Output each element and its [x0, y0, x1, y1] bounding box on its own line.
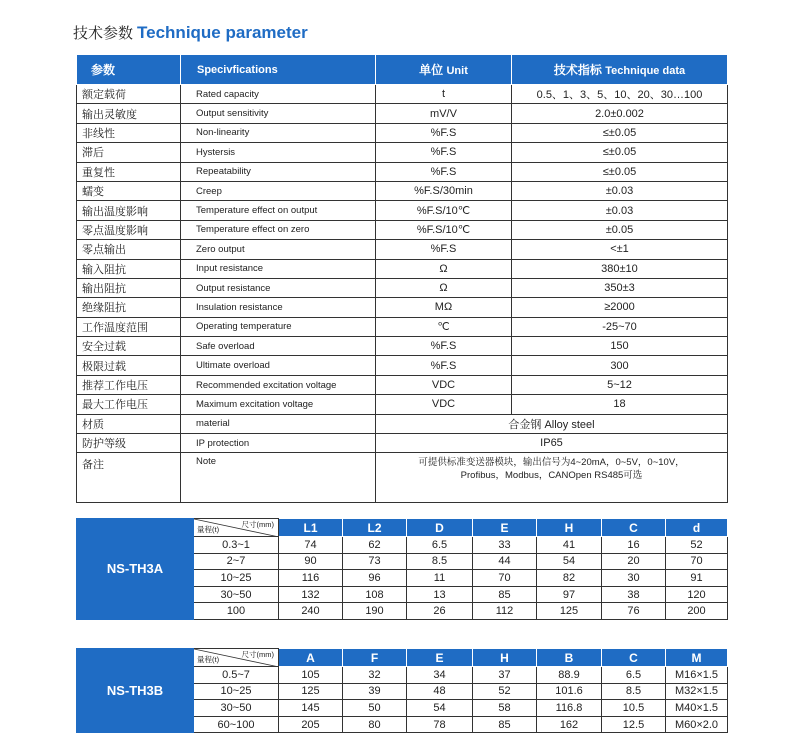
dim-value: 116.8	[537, 700, 602, 717]
cell-cn: 绝缘阻抗	[77, 298, 181, 317]
dim-value: 73	[343, 553, 407, 570]
spec-row	[77, 337, 728, 356]
cell-en: Safe overload	[181, 337, 376, 356]
header-unit-cn: 单位	[419, 63, 444, 77]
cell-cn: 安全过载	[77, 337, 181, 356]
cell-unit: %F.S/10℃	[376, 201, 512, 220]
range-cell: 10~25	[194, 570, 279, 587]
cell-cn: 蠕变	[77, 181, 181, 200]
cell-value: 18	[512, 395, 728, 414]
cell-en: Rated capacity	[181, 85, 376, 104]
cell-en: Creep	[181, 181, 376, 200]
dim-value: 37	[473, 667, 537, 684]
dim-value: 80	[343, 716, 407, 733]
dim-value: M60×2.0	[666, 716, 728, 733]
spec-row	[77, 143, 728, 162]
dim-value: M32×1.5	[666, 683, 728, 700]
column-header: H	[537, 519, 602, 537]
cell-value: ≥2000	[512, 298, 728, 317]
page-title	[73, 22, 308, 44]
dim-value: 38	[602, 586, 666, 603]
range-cell: 100	[194, 603, 279, 620]
cell-unit: %F.S	[376, 123, 512, 142]
dim-header-row	[77, 519, 728, 537]
cell-en: Operating temperature	[181, 317, 376, 336]
cell-value: 150	[512, 337, 728, 356]
header-data-en: Technique data	[605, 65, 686, 77]
dim-value: 62	[343, 537, 407, 554]
dim-value: 39	[343, 683, 407, 700]
column-header: E	[407, 649, 473, 667]
column-header: E	[473, 519, 537, 537]
dim-header-row	[77, 649, 728, 667]
cell-material-value: 合金钢 Alloy steel	[376, 414, 728, 433]
cell-unit: Ω	[376, 278, 512, 297]
model-name: NS-TH3A	[77, 519, 194, 620]
dim-value: 6.5	[602, 667, 666, 684]
size-label: 尺寸(mm)	[241, 520, 274, 529]
cell-cn: 重复性	[77, 162, 181, 181]
dim-value: 76	[602, 603, 666, 620]
dim-value: 125	[537, 603, 602, 620]
cell-unit: %F.S	[376, 337, 512, 356]
range-cell: 30~50	[194, 700, 279, 717]
cell-protection-value: IP65	[376, 434, 728, 453]
spec-row	[77, 85, 728, 104]
header-unit	[376, 55, 512, 85]
cell-en: Temperature effect on zero	[181, 220, 376, 239]
dim-value: 96	[343, 570, 407, 587]
dim-value: 85	[473, 716, 537, 733]
column-header: H	[473, 649, 537, 667]
cell-cn: 防护等级	[77, 434, 181, 453]
corner-cell	[194, 649, 279, 667]
dim-value: M40×1.5	[666, 700, 728, 717]
dim-value: 205	[279, 716, 343, 733]
cell-value: ±0.03	[512, 181, 728, 200]
dim-value: 11	[407, 570, 473, 587]
cell-value: 350±3	[512, 278, 728, 297]
dim-value: 41	[537, 537, 602, 554]
cell-en: Maximum excitation voltage	[181, 395, 376, 414]
dim-value: 26	[407, 603, 473, 620]
dim-value: 54	[407, 700, 473, 717]
cell-en: Hystersis	[181, 143, 376, 162]
range-label: 量程(t)	[197, 655, 220, 664]
dim-value: 50	[343, 700, 407, 717]
cell-unit: %F.S/30min	[376, 181, 512, 200]
cell-en: Input resistance	[181, 259, 376, 278]
dim-value: 162	[537, 716, 602, 733]
dim-value: 6.5	[407, 537, 473, 554]
column-header: d	[666, 519, 728, 537]
dim-value: 97	[537, 586, 602, 603]
dim-value: 48	[407, 683, 473, 700]
cell-cn: 备注	[77, 453, 181, 503]
title-cn: 技术参数	[73, 24, 134, 42]
spec-row	[77, 317, 728, 336]
cell-en: IP protection	[181, 434, 376, 453]
dim-value: 58	[473, 700, 537, 717]
column-header: C	[602, 519, 666, 537]
dim-value: 145	[279, 700, 343, 717]
spec-row	[77, 375, 728, 394]
spec-row	[77, 298, 728, 317]
dim-value: 8.5	[602, 683, 666, 700]
dim-value: 132	[279, 586, 343, 603]
cell-cn: 输入阻抗	[77, 259, 181, 278]
cell-cn: 输出阻抗	[77, 278, 181, 297]
dim-value: 82	[537, 570, 602, 587]
spec-row	[77, 356, 728, 375]
spec-row	[77, 201, 728, 220]
spec-row	[77, 259, 728, 278]
cell-unit: mV/V	[376, 104, 512, 123]
spec-table	[76, 54, 728, 503]
dim-value: 88.9	[537, 667, 602, 684]
dim-value: 70	[473, 570, 537, 587]
column-header: M	[666, 649, 728, 667]
cell-unit: Ω	[376, 259, 512, 278]
dim-table-ns-th3b	[76, 648, 728, 733]
column-header: A	[279, 649, 343, 667]
spec-header-row	[77, 55, 728, 85]
spec-row-note	[77, 453, 728, 503]
dim-value: 105	[279, 667, 343, 684]
range-cell: 60~100	[194, 716, 279, 733]
dim-value: 54	[537, 553, 602, 570]
dim-value: 85	[473, 586, 537, 603]
cell-unit: %F.S	[376, 143, 512, 162]
spec-extra	[77, 414, 728, 503]
dim-value: M16×1.5	[666, 667, 728, 684]
range-cell: 0.3~1	[194, 537, 279, 554]
dim-value: 112	[473, 603, 537, 620]
dim-value: 16	[602, 537, 666, 554]
cell-cn: 非线性	[77, 123, 181, 142]
column-header: F	[343, 649, 407, 667]
header-spec: Specivfications	[181, 55, 376, 85]
dim-value: 52	[473, 683, 537, 700]
spec-row	[77, 395, 728, 414]
cell-unit: %F.S/10℃	[376, 220, 512, 239]
header-data-cn: 技术指标	[553, 63, 602, 77]
spec-row	[77, 181, 728, 200]
corner-cell	[194, 519, 279, 537]
cell-unit: VDC	[376, 375, 512, 394]
cell-en: Zero output	[181, 240, 376, 259]
dim-value: 74	[279, 537, 343, 554]
dim-value: 78	[407, 716, 473, 733]
cell-value: 300	[512, 356, 728, 375]
header-data	[512, 55, 728, 85]
cell-en: Non-linearity	[181, 123, 376, 142]
dim-value: 120	[666, 586, 728, 603]
cell-value: 380±10	[512, 259, 728, 278]
dim-value: 33	[473, 537, 537, 554]
dim-value: 90	[279, 553, 343, 570]
dim-value: 20	[602, 553, 666, 570]
cell-unit: %F.S	[376, 240, 512, 259]
spec-row-protection	[77, 434, 728, 453]
header-param: 参数	[77, 55, 181, 85]
cell-value: -25~70	[512, 317, 728, 336]
cell-en: Ultimate overload	[181, 356, 376, 375]
cell-value: ±0.03	[512, 201, 728, 220]
model-name: NS-TH3B	[77, 649, 194, 733]
dim-value: 70	[666, 553, 728, 570]
cell-cn: 滞后	[77, 143, 181, 162]
range-cell: 2~7	[194, 553, 279, 570]
cell-en: Repeatability	[181, 162, 376, 181]
column-header: L1	[279, 519, 343, 537]
cell-cn: 输出温度影响	[77, 201, 181, 220]
dim-value: 125	[279, 683, 343, 700]
cell-value: ≤±0.05	[512, 162, 728, 181]
spec-row	[77, 104, 728, 123]
size-label: 尺寸(mm)	[241, 650, 274, 659]
cell-unit: VDC	[376, 395, 512, 414]
dim-value: 240	[279, 603, 343, 620]
dim-value: 30	[602, 570, 666, 587]
dim-value: 32	[343, 667, 407, 684]
dim-value: 101.6	[537, 683, 602, 700]
column-header: L2	[343, 519, 407, 537]
cell-en: Temperature effect on output	[181, 201, 376, 220]
cell-en: Output sensitivity	[181, 104, 376, 123]
column-header: C	[602, 649, 666, 667]
cell-unit: ℃	[376, 317, 512, 336]
dim-value: 116	[279, 570, 343, 587]
cell-value: 0.5、1、3、5、10、20、30…100	[512, 85, 728, 104]
spec-row	[77, 162, 728, 181]
cell-cn: 零点温度影响	[77, 220, 181, 239]
cell-value: ≤±0.05	[512, 143, 728, 162]
cell-value: 2.0±0.002	[512, 104, 728, 123]
cell-en: Insulation resistance	[181, 298, 376, 317]
cell-value: ±0.05	[512, 220, 728, 239]
spec-row-material	[77, 414, 728, 433]
dim-value: 52	[666, 537, 728, 554]
cell-value: <±1	[512, 240, 728, 259]
dim-value: 108	[343, 586, 407, 603]
dim-value: 13	[407, 586, 473, 603]
spec-row	[77, 278, 728, 297]
cell-cn: 推荐工作电压	[77, 375, 181, 394]
range-cell: 0.5~7	[194, 667, 279, 684]
title-en: Technique parameter	[137, 23, 308, 42]
cell-cn: 零点输出	[77, 240, 181, 259]
header-unit-en: Unit	[446, 65, 468, 77]
dim-value: 10.5	[602, 700, 666, 717]
cell-unit: %F.S	[376, 356, 512, 375]
cell-cn: 最大工作电压	[77, 395, 181, 414]
cell-cn: 材质	[77, 414, 181, 433]
spec-row	[77, 240, 728, 259]
cell-note-value	[376, 453, 728, 503]
cell-en: Output resistance	[181, 278, 376, 297]
note-line-2: Profibus，Modbus，CANOpen RS485可选	[460, 470, 643, 482]
cell-unit: %F.S	[376, 162, 512, 181]
dim-value: 8.5	[407, 553, 473, 570]
cell-unit: t	[376, 85, 512, 104]
dim-value: 200	[666, 603, 728, 620]
column-header: B	[537, 649, 602, 667]
cell-en: material	[181, 414, 376, 433]
range-cell: 10~25	[194, 683, 279, 700]
column-header: D	[407, 519, 473, 537]
spec-row	[77, 220, 728, 239]
spec-body	[77, 85, 728, 415]
dim-value: 190	[343, 603, 407, 620]
cell-cn: 输出灵敏度	[77, 104, 181, 123]
dim-value: 34	[407, 667, 473, 684]
spec-row	[77, 123, 728, 142]
cell-value: ≤±0.05	[512, 123, 728, 142]
cell-unit: MΩ	[376, 298, 512, 317]
dim-value: 91	[666, 570, 728, 587]
dim-value: 44	[473, 553, 537, 570]
range-cell: 30~50	[194, 586, 279, 603]
cell-cn: 极限过载	[77, 356, 181, 375]
dim-value: 12.5	[602, 716, 666, 733]
cell-cn: 工作温度范围	[77, 317, 181, 336]
note-line-1: 可提供标准变送器模块，输出信号为4~20mA，0~5V，0~10V，	[418, 457, 685, 469]
range-label: 量程(t)	[197, 525, 220, 534]
cell-en: Note	[181, 453, 376, 503]
cell-en: Recommended excitation voltage	[181, 375, 376, 394]
cell-value: 5~12	[512, 375, 728, 394]
cell-cn: 额定载荷	[77, 85, 181, 104]
dim-table-ns-th3a	[76, 518, 728, 620]
